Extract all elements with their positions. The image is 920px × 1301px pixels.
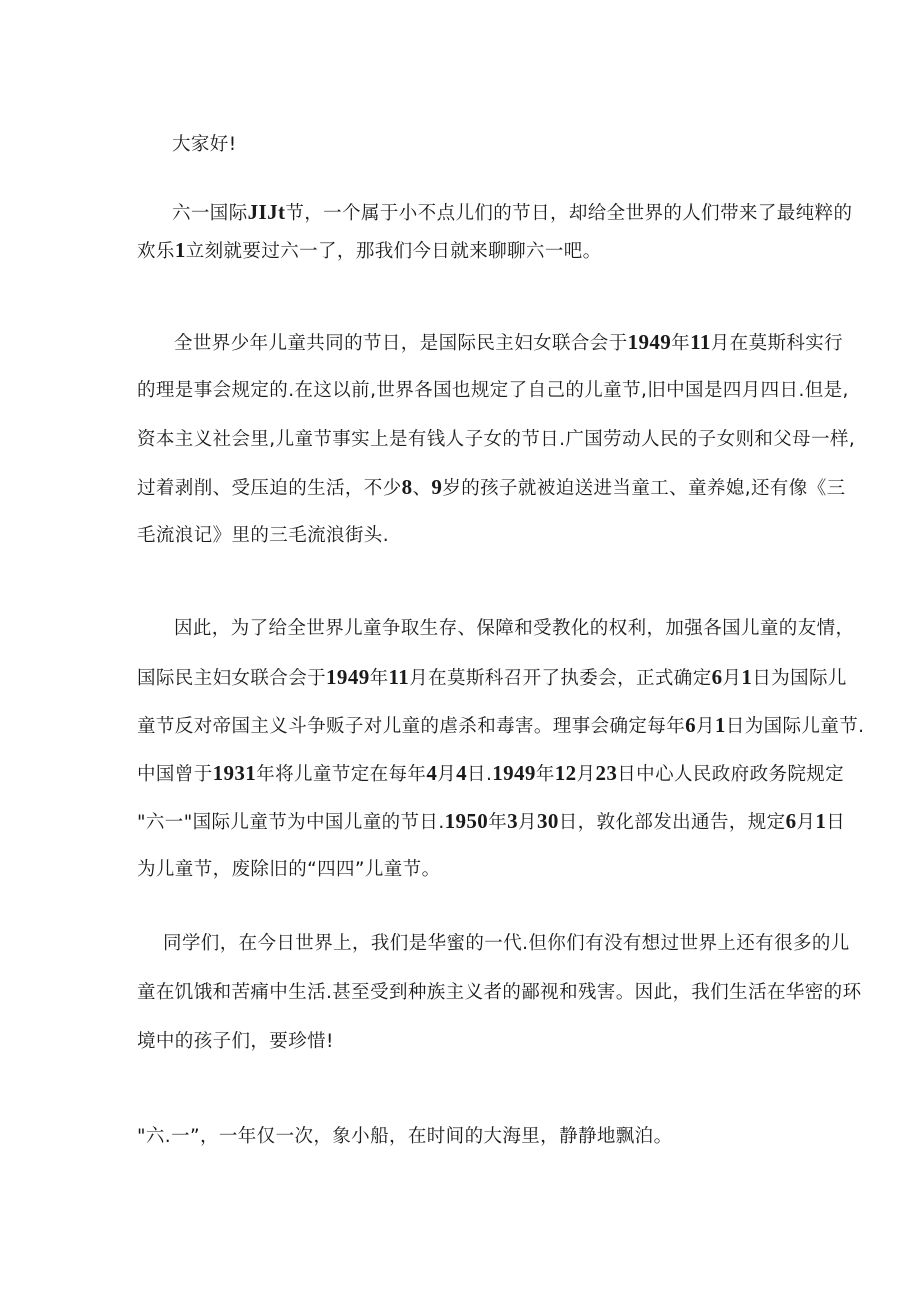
paragraph-3-line-1: 因此，为了给全世界儿童争取生存、保障和受教化的权利，加强各国儿童的友情， — [174, 618, 855, 639]
paragraph-2-line-2: 的理是事会规定的.在这以前,世界各国也规定了自己的儿童节,旧中国是四月四日.但是, — [137, 380, 849, 401]
greeting: 大家好! — [172, 134, 237, 155]
paragraph-3-line-3: 童节反对帝国主义斗争贩子对儿童的虐杀和毒害。理事会确定每年6月1日为国际儿童节. — [137, 713, 865, 737]
paragraph-4-line-3: 境中的孩子们，要珍惜! — [137, 1031, 334, 1052]
paragraph-1-line-2: 欢乐1立刻就要过六一了，那我们今日就来聊聊六一吧。 — [137, 238, 602, 262]
paragraph-3-line-4: 中国曾于1931年将儿童节定在每年4月4日.1949年12月23日中心人民政府政务院规定 — [137, 761, 845, 785]
paragraph-2-line-3: 资本主义社会里,儿童节事实上是有钱人子女的节日.广国劳动人民的子女则和父母一样, — [137, 429, 856, 450]
paragraph-1-line-1: 六一国际JIJt节，一个属于小不点儿们的节日，却给全世界的人们带来了最纯粹的 — [172, 200, 853, 224]
paragraph-2-line-1: 全世界少年儿童共同的节日，是国际民主妇女联合会于1949年11月在莫斯科实行 — [174, 330, 844, 354]
paragraph-4-line-1: 同学们，在今日世界上，我们是华蜜的一代.但你们有没有想过世界上还有很多的儿 — [163, 933, 850, 954]
paragraph-2-line-4: 过着剥削、受压迫的生活，不少8、9岁的孩子就被迫送进当童工、童养媳,还有像《三 — [137, 475, 846, 499]
paragraph-4-line-2: 童在饥饿和苦痛中生活.甚至受到种族主义者的鄙视和残害。因此，我们生活在华密的环 — [137, 982, 862, 1003]
paragraph-3-line-5: "六一"国际儿童节为中国儿童的节日.1950年3月30日，敦化部发出通告，规定6月1日 — [137, 809, 846, 833]
paragraph-3-line-6: 为儿童节，废除旧的“四四”儿童节。 — [137, 859, 441, 880]
closing-line: "六.一”，一年仅一次，象小船，在时间的大海里，静静地飘泊。 — [137, 1126, 673, 1147]
paragraph-2-line-5: 毛流浪记》里的三毛流浪街头. — [137, 525, 389, 546]
paragraph-3-line-2: 国际民主妇女联合会于1949年11月在莫斯科召开了执委会，正式确定6月1日为国际儿 — [137, 665, 847, 689]
